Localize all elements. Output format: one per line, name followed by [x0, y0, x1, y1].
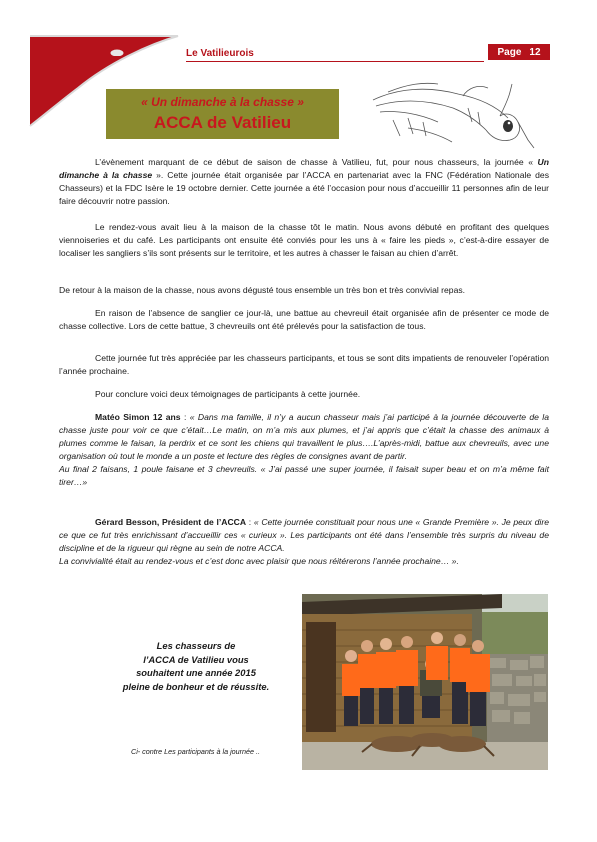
article-title: ACCA de Vatilieu	[153, 113, 292, 132]
new-year-wishes: Les chasseurs de l’ACCA de Vatilieu vous souhaitent une année 2015 pleine de bonheur et de réussite.	[122, 640, 270, 692]
page-number: 12	[529, 46, 541, 58]
newsletter-title: Le Vatilieurois	[186, 48, 254, 59]
paragraph-intro: L’évènement marquant de ce début de saison de chasse à Vatilieu, fut, pour nous chasseurs, la journée « Un dimanche à la chasse ». Cette journée était organisée par l’ACCA en partenariat avec la FNC (Fédération Nationale des Chasseurs) et la FDC Isère le 19 octobre dernier. Cette journée a été l’occasion pour nous d’accueillir 11 personnes afin de leur faire découvrir notre passion.	[59, 157, 549, 206]
page-label: Page	[497, 46, 522, 58]
paragraph-conclusion: Pour conclure voici deux témoignages de participants à cette journée.	[95, 389, 361, 399]
paragraph-battue: En raison de l’absence de sanglier ce jour-là, une battue au chevreuil était organisée afin de présenter ce mode de chasse collective. Lors de cette battue, 3 chevreuils ont été prélevés pour la satisfaction de tous.	[59, 308, 549, 331]
woodcock-sketch-icon	[368, 78, 538, 153]
testimony-mateo: Matéo Simon 12 ans : « Dans ma famille, il n’y a aucun chasseur mais j’ai participé à la journée découverte de la chasse juste pour voir ce que c’était…Le matin, on m’a mis aux plumes, et j’ai appris que c’était la chasse des animaux à plumes comme le faisan, la perdrix et ce sont les chiens qui travaillent le plus….L’après-midi, battue aux chevreuils, avec une organisation où tout le monde a un poste et lecture des règles de consignes avant de partir. Au final 2 faisans, 1 poule faisane et 3 chevreuils. « J’ai passé une super journée, il faisait super beau et on m’a même fait tirer…»	[59, 412, 549, 487]
testimony-mateo-name: Matéo Simon 12 ans	[95, 412, 181, 422]
testimony-gerard-name: Gérard Besson, Président de l’ACCA	[95, 517, 247, 527]
article-title-box	[106, 89, 339, 139]
page-indicator	[488, 44, 550, 60]
paragraph-appreciation: Cette journée fut très appréciée par les chasseurs participants, et tous se sont dits impatients de renouveler l’opération l’année prochaine.	[59, 353, 549, 376]
photo-caption: Ci- contre Les participants à la journée ..	[131, 747, 261, 756]
group-photo	[302, 594, 548, 770]
testimony-gerard: Gérard Besson, Président de l’ACCA : « Cette journée constituait pour nous une « Grande Première ». Je peux dire ce que ce fut très enrichissant d’accueillir ces « curieux ». Les participants ont été dans l’ensemble très surpris du niveau de discipline et de la rigueur qui règne au sein de notre ACCA. La convivialité était au rendez-vous et c’est donc avec plaisir que nous réitérerons l’année prochaine… ».	[59, 517, 549, 566]
paragraph-repas: De retour à la maison de la chasse, nous avons dégusté tous ensemble un très bon et très convivial repas.	[59, 285, 466, 295]
article-subtitle: « Un dimanche à la chasse »	[141, 95, 304, 109]
paragraph-rendezvous: Le rendez-vous avait lieu à la maison de la chasse tôt le matin. Nous avons débuté en profitant des quelques viennoiseries et du café. Les participants ont ensuite été conviés pour les uns à « faire les pieds », c’est-à-dire essayer de localiser les sangliers s’ils sont présents sur le territoire, et les autres à chasser le faisan au chien d’arrêt.	[59, 222, 549, 258]
header-divider	[186, 61, 484, 62]
